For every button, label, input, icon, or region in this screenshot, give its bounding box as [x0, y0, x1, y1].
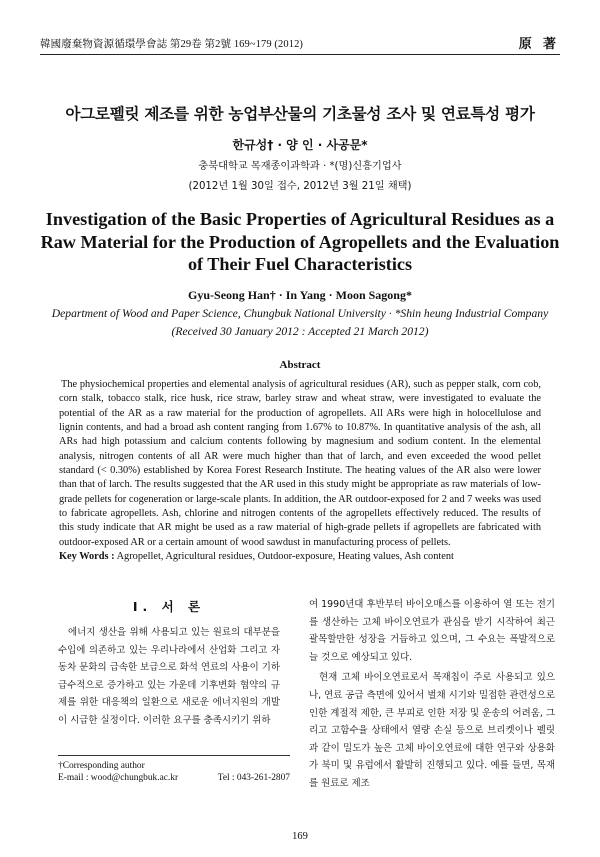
korean-affiliation: 충북대학교 목재종이과학과 · *(명)신흥기업사 [198, 161, 402, 172]
english-title: Investigation of the Basic Properties of Agricultural Residues as a Raw Material for the Production of Agropellets and the Evaluation of Their Fuel Characteristics [40, 209, 560, 274]
korean-title: 아그로펠릿 제조를 위한 농업부산물의 기초물성 조사 및 연료특성 평가 [65, 105, 535, 123]
keywords-list: Agropellet, Agricultural residues, Outdoor-exposure, Heating values, Ash content [116, 551, 454, 562]
running-header [40, 34, 560, 55]
article-type-label: 原 著 [518, 36, 560, 51]
english-received-dates: (Received 30 January 2012 : Accepted 21 March 2012) [171, 325, 429, 338]
introduction-paragraph-2: 현재 고체 바이오연료로서 목재칩이 주로 사용되고 있으나, 연료 공급 측면에 있어서 벌채 시기와 밀접한 관련성으로 인한 계절적 제한, 큰 부피로 인한 저장 및 운송의 어려움, 그리고 고함수율 상태에서 열량 손실 등으로 브리켓이나 펠릿과 같이 밀도가 높은 고체 바이오연료에 대한 연구와 상용화가 북미 및 유럽에서 활발히 진행되고 있다. 예를 들면, 목재를 원료로 제조 [309, 672, 555, 789]
korean-authors: 한규성† · 양 인 · 사공문* [232, 138, 368, 152]
abstract-heading: Abstract [279, 359, 321, 371]
keywords [59, 551, 560, 562]
page-number: 169 [292, 831, 308, 842]
keywords-label: Key Words : [59, 551, 115, 562]
right-column [309, 596, 555, 793]
introduction-paragraph-1: 에너지 생산을 위해 사용되고 있는 원료의 대부분을 수입에 의존하고 있는 우리나라에서 산업화 그리고 자동차 문화의 급속한 보급으로 화석 연료의 사용이 기하급수적으로 증가하고 있는 가운데 기후변화 협약의 규제를 위한 대응책의 일환으로 새로운 에너지원의 개발이 시급한 실정이다. 이러한 요구를 충족시키기 위하 [58, 627, 280, 726]
author-email: E-mail : wood@chungbuk.ac.kr [58, 773, 179, 783]
corresponding-author-footnote [58, 755, 290, 784]
left-column [58, 597, 280, 730]
korean-received-dates: (2012년 1월 30일 접수, 2012년 3월 21일 채택) [188, 181, 412, 192]
corresponding-author-label: †Corresponding author [58, 761, 145, 771]
contact-row [58, 772, 290, 784]
journal-citation: 韓國廢棄物資源循環學會誌 第29卷 第2號 169~179 (2012) [40, 39, 304, 50]
english-authors: Gyu-Seong Han† · In Yang · Moon Sagong* [188, 288, 412, 302]
english-affiliation: Department of Wood and Paper Science, Chungbuk National University · *Shin heung Industrial Company [51, 307, 549, 320]
introduction-heading: I. 서 론 [132, 599, 206, 614]
introduction-paragraph-continued: 여 1990년대 후반부터 바이오매스를 이용하여 열 또는 전기를 생산하는 고체 바이오연료가 관심을 받기 시작하여 최근 괄목할만한 성장을 거듭하고 있으며, 그 수요는 폭발적으로 늘 것으로 예상되고 있다. [309, 599, 555, 663]
author-phone: Tel : 043-261-2807 [217, 773, 290, 783]
abstract-text: The physiochemical properties and elemental analysis of agricultural residues (AR), such as pepper stalk, corn cob, corn stalk, tobacco stalk, rice husk, rice straw, barley straw and wheat straw, were investigated to evaluate the potential of the AR as a raw material for the production of agropellets. All ARs were high in holocellulose and lignin contents, and had a broad ash content ranging from 1.67% to 10.87%. In quantitative analysis of the ash, all ARs had high potassium and calcium contents following by magnesium and sodium content. In the elemental analysis, nitrogen contents of all AR were much higher than that of larch, and even exceeded the wood pellet standard (< 0.30%) established by Korea Forest Research Institute. The heating values of the AR also were lower than that of larch. The results suggested that the AR used in this study might be appropriate as raw materials of low-grade pellets for cogeneration or large-scale plants. In addition, the AR outdoor-exposed for 2 and 7 weeks was used to fabricate agropellets. Ash, chlorine and nitrogen contents of the agropellets effectively reduced. The results of this study indicate that AR might be used as a raw material of high-grade pellets if agropellets are fabricated with outdoor-exposed AR or a certain amount of wood sawdust in manufacturing process of pellets. [59, 379, 541, 548]
